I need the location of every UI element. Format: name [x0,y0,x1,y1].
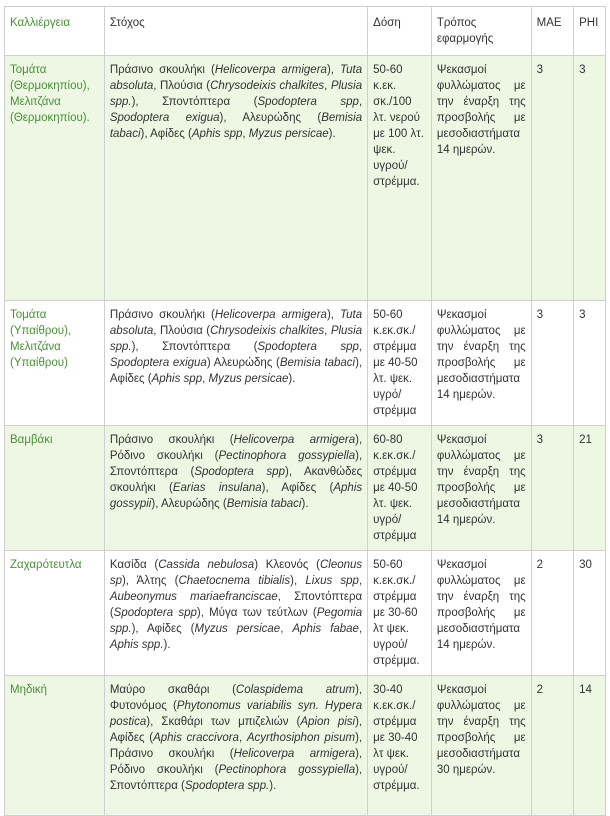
header-crop: Καλλιέργεια [5,7,105,56]
header-dose: Δόση [368,7,432,56]
phi-cell: 3 [574,301,606,426]
mae-cell: 3 [531,56,573,301]
dose-cell: 30-40 κ.εκ.σκ./ στρέμμα με 30-40 λτ ψεκ. υγρού/ στρέμμα. [368,676,432,816]
header-target: Στόχος [104,7,367,56]
header-phi: PHI [574,7,606,56]
mae-cell: 2 [531,551,573,676]
phi-cell: 3 [574,56,606,301]
method-cell: Ψεκασμοί φυλλώματος με την έναρξη της προσβολής με μεσοδιαστήματα 30 ημερών. [431,676,531,816]
target-cell: Κασίδα (Cassida nebulosa) Κλεονός (Cleonus sp), Άλτης (Chaetocnema tibialis), Lixus spp, Aubeonymus mariaefranciscae, Σποντόπτερα (Spodoptera spp), Μύγα των τεύτλων (Pegomia spp.), Αφίδες (Myzus persicae, Aphis fabae, Aphis spp.). [104,551,367,676]
method-cell: Ψεκασμοί φυλλώματος με την έναρξη της προσβολής με μεσοδιαστήματα 14 ημερών. [431,426,531,551]
dose-cell: 50-60 κ.εκ. σκ./100 λτ. νερού με 100 λτ. ψεκ. υγρού/ στρέμμα. [368,56,432,301]
crop-cell: Ζαχαρότευτλα [5,551,105,676]
target-cell: Πράσινο σκουλήκι (Helicoverpa armigera), Tuta absoluta, Πλούσια (Chrysodeixis chalkites, Plusia spp.), Σποντόπτερα (Spodoptera spp, Spodoptera exigua), Αλευρώδης (Bemisia tabaci), Αφίδες (Aphis spp, Myzus persicae). [104,56,367,301]
target-cell: Μαύρο σκαθάρι (Colaspidema atrum), Φυτονόμος (Phytonomus variabilis syn. Hypera postica), Σκαθάρι των μπιζελιών (Apion pisi), Αφίδες (Aphis craccivora, Acyrthosiphon pisum), Πράσινο σκουλήκι (Helicoverpa armigera), Ρόδινο σκουλήκι (Pectinophora gossypiella), Σποντόπτερα (Spodoptera spp.). [104,676,367,816]
phi-cell: 30 [574,551,606,676]
method-cell: Ψεκασμοί φυλλώματος με την έναρξη της προσβολής με μεσοδιαστήματα 14 ημερών. [431,56,531,301]
method-cell: Ψεκασμοί φυλλώματος με την έναρξη της προσβολής με μεσοδιαστήματα 14 ημερών. [431,551,531,676]
mae-cell: 3 [531,426,573,551]
table-row [5,56,606,301]
table-header-row [5,7,606,56]
mae-cell: 2 [531,676,573,816]
mae-cell: 3 [531,301,573,426]
target-cell: Πράσινο σκουλήκι (Helicoverpa armigera), Ρόδινο σκουλήκι (Pectinophora gossypiella), Σποντόπτερα (Spodoptera spp), Ακανθώδες σκουλήκι (Earias insulana), Αφίδες (Aphis gossypii), Αλευρώδης (Bemisia tabaci). [104,426,367,551]
crop-cell: Τομάτα (Υπαίθρου), Μελιτζάνα (Υπαίθρου) [5,301,105,426]
target-cell: Πράσινο σκουλήκι (Helicoverpa armigera), Tuta absoluta, Πλούσια (Chrysodeixis chalkites, Plusia spp.), Σποντόπτερα (Spodoptera spp, Spodoptera exigua) Αλευρώδης (Bemisia tabaci), Αφίδες (Aphis spp, Myzus persicae). [104,301,367,426]
crop-cell: Μηδική [5,676,105,816]
crop-usage-table [4,6,606,816]
header-mae: ΜΑΕ [531,7,573,56]
table-row [5,676,606,816]
crop-cell: Τομάτα (Θερμοκηπίου), Μελιτζάνα (Θερμοκηπίου). [5,56,105,301]
table-row [5,301,606,426]
dose-cell: 50-60 κ.εκ.σκ./ στρέμμα με 30-60 λτ ψεκ. υγρού/ στρέμμα. [368,551,432,676]
dose-cell: 50-60 κ.εκ.σκ./ στρέμμα με 40-50 λτ. ψεκ. υγρό/ στρέμμα [368,301,432,426]
table-row [5,551,606,676]
header-method: Τρόπος εφαρμογής [431,7,531,56]
dose-cell: 60-80 κ.εκ.σκ./ στρέμμα με 40-50 λτ. ψεκ. υγρό/ στρέμμα [368,426,432,551]
crop-cell: Βαμβάκι [5,426,105,551]
method-cell: Ψεκασμοί φυλλώματος με την έναρξη της προσβολής με μεσοδιαστήματα 14 ημερών. [431,301,531,426]
phi-cell: 14 [574,676,606,816]
table-row [5,426,606,551]
phi-cell: 21 [574,426,606,551]
